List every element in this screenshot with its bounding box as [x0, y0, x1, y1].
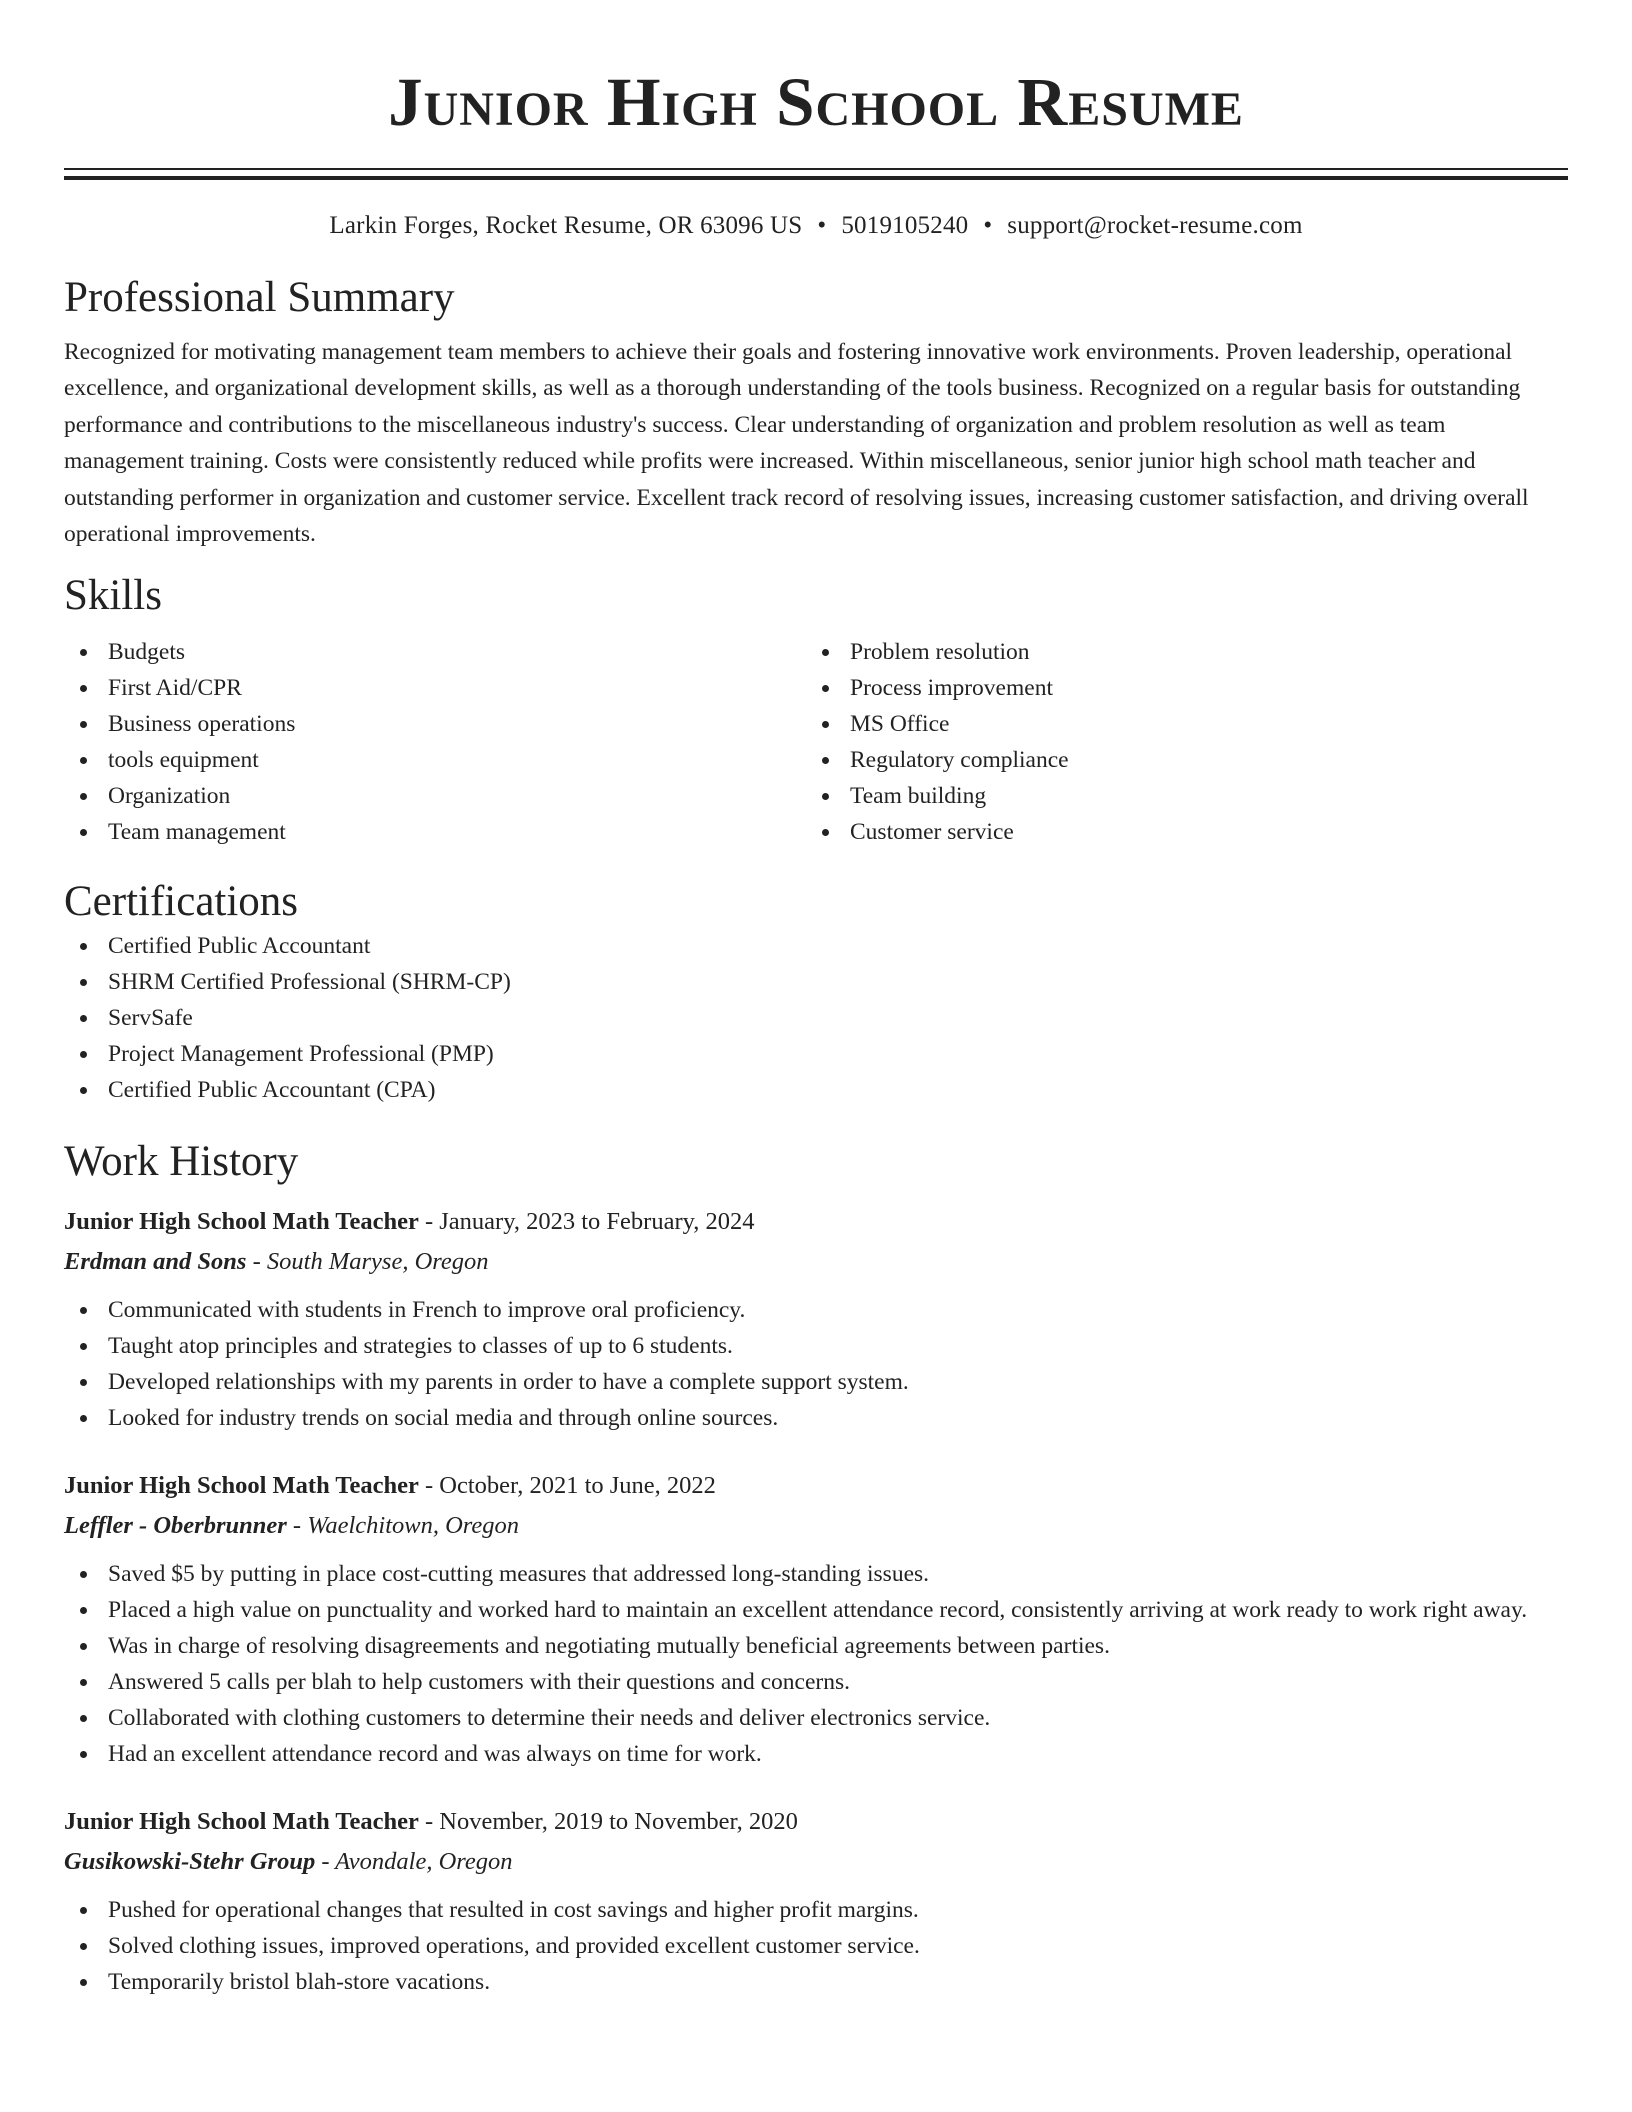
summary-text: Recognized for motivating management team members to achieve their goals and fostering innovative work environments. Proven leadership, operational excellence, and organizational development skills, as well as a thorough understanding of the tools business. Recognized on a regular basis for outstanding performance and contributions to the miscellaneous industry's success. Clear understanding of organization and problem resolution as well as team management training. Costs were consistently reduced while profits were increased. Within miscellaneous, senior junior high school math teacher and outstanding performer in organization and customer service. Excellent track record of resolving issues, increasing customer satisfaction, and driving overall operational improvements.	[64, 339, 1529, 548]
job-bullet: Collaborated with clothing customers to determine their needs and deliver electronics service.	[64, 1700, 1568, 1736]
company-line	[64, 1842, 1568, 1882]
skill-item: Business operations	[64, 706, 806, 742]
job-bullet: Saved $5 by putting in place cost-cutting measures that addressed long-standing issues.	[64, 1556, 1568, 1592]
contact-line	[64, 210, 1568, 242]
resume-content	[64, 0, 1568, 2000]
company-dash: -	[246, 1248, 267, 1276]
job-bullet: Taught atop principles and strategies to classes of up to 6 students.	[64, 1328, 1568, 1364]
skill-item: tools equipment	[64, 742, 806, 778]
skills-heading: Skills	[64, 572, 162, 620]
skill-item: Problem resolution	[806, 634, 1548, 670]
certification-item: ServSafe	[64, 1000, 1568, 1036]
skill-item: MS Office	[806, 706, 1548, 742]
company-name: Erdman and Sons	[64, 1248, 247, 1276]
job-bullets	[64, 1892, 1568, 2000]
company-location: Avondale, Oregon	[335, 1848, 513, 1876]
company-location: Waelchitown, Oregon	[307, 1512, 520, 1540]
certification-item: Certified Public Accountant (CPA)	[64, 1072, 1568, 1108]
certification-item: SHRM Certified Professional (SHRM-CP)	[64, 964, 1568, 1000]
job-title: Junior High School Math Teacher	[64, 1808, 419, 1836]
job-bullet: Placed a high value on punctuality and worked hard to maintain an excellent attendance record, consistently arriving at work ready to work right away.	[64, 1592, 1568, 1628]
job-entry	[64, 1802, 1568, 2000]
job-bullet: Pushed for operational changes that resulted in cost savings and higher profit margins.	[64, 1892, 1568, 1928]
skill-item: First Aid/CPR	[64, 670, 806, 706]
skill-item: Team building	[806, 778, 1548, 814]
skill-item: Budgets	[64, 634, 806, 670]
job-bullet: Solved clothing issues, improved operations, and provided excellent customer service.	[64, 1928, 1568, 1964]
contact-email: support@rocket-resume.com	[1007, 212, 1303, 239]
skills-list-left	[64, 634, 806, 850]
skills-grid	[64, 634, 1568, 850]
job-bullet: Was in charge of resolving disagreements and negotiating mutually beneficial agreements between parties.	[64, 1628, 1568, 1664]
skills-list-right	[806, 634, 1548, 850]
job-entry	[64, 1202, 1568, 1436]
contact-separator: •	[817, 212, 827, 239]
job-dash: -	[418, 1208, 440, 1236]
company-dash: -	[286, 1512, 308, 1540]
skill-item: Regulatory compliance	[806, 742, 1548, 778]
skill-item: Process improvement	[806, 670, 1548, 706]
company-name: Gusikowski-Stehr Group	[64, 1848, 316, 1876]
title-divider-top	[64, 168, 1568, 170]
company-dash: -	[315, 1848, 336, 1876]
job-bullets	[64, 1556, 1568, 1772]
certification-item: Project Management Professional (PMP)	[64, 1036, 1568, 1072]
company-location: South Maryse, Oregon	[266, 1248, 489, 1276]
company-name: Leffler - Oberbrunner	[64, 1512, 287, 1540]
job-bullet: Temporarily bristol blah-store vacations.	[64, 1964, 1568, 2000]
contact-address: Larkin Forges, Rocket Resume, OR 63096 US	[329, 212, 803, 239]
skills-column-right	[806, 634, 1548, 850]
skill-item: Organization	[64, 778, 806, 814]
title-divider-bottom	[64, 176, 1568, 180]
job-bullet: Had an excellent attendance record and was always on time for work.	[64, 1736, 1568, 1772]
certifications-heading: Certifications	[64, 878, 299, 926]
job-dash: -	[418, 1472, 440, 1500]
job-title: Junior High School Math Teacher	[64, 1208, 419, 1236]
skill-item: Team management	[64, 814, 806, 850]
company-line	[64, 1506, 1568, 1546]
work-history-heading: Work History	[64, 1138, 299, 1186]
job-bullet: Developed relationships with my parents in order to have a complete support system.	[64, 1364, 1568, 1400]
summary-heading: Professional Summary	[64, 274, 455, 321]
certification-item: Certified Public Accountant	[64, 928, 1568, 964]
contact-phone: 5019105240	[841, 212, 969, 239]
job-title-line	[64, 1202, 1568, 1242]
skills-column-left	[64, 634, 806, 850]
job-bullet: Looked for industry trends on social media and through online sources.	[64, 1400, 1568, 1436]
job-title: Junior High School Math Teacher	[64, 1472, 419, 1500]
certifications-list	[64, 928, 1568, 1108]
contact-separator: •	[983, 212, 993, 239]
skill-item: Customer service	[806, 814, 1548, 850]
job-bullets	[64, 1292, 1568, 1436]
job-entry	[64, 1466, 1568, 1772]
job-bullet: Communicated with students in French to improve oral proficiency.	[64, 1292, 1568, 1328]
job-title-line	[64, 1466, 1568, 1506]
job-dates: November, 2019 to November, 2020	[439, 1808, 798, 1836]
job-dates: October, 2021 to June, 2022	[439, 1472, 716, 1500]
page-title: Junior High School Resume	[388, 64, 1244, 140]
job-dash: -	[418, 1808, 440, 1836]
job-title-line	[64, 1802, 1568, 1842]
job-dates: January, 2023 to February, 2024	[439, 1208, 755, 1236]
job-bullet: Answered 5 calls per blah to help customers with their questions and concerns.	[64, 1664, 1568, 1700]
company-line	[64, 1242, 1568, 1282]
